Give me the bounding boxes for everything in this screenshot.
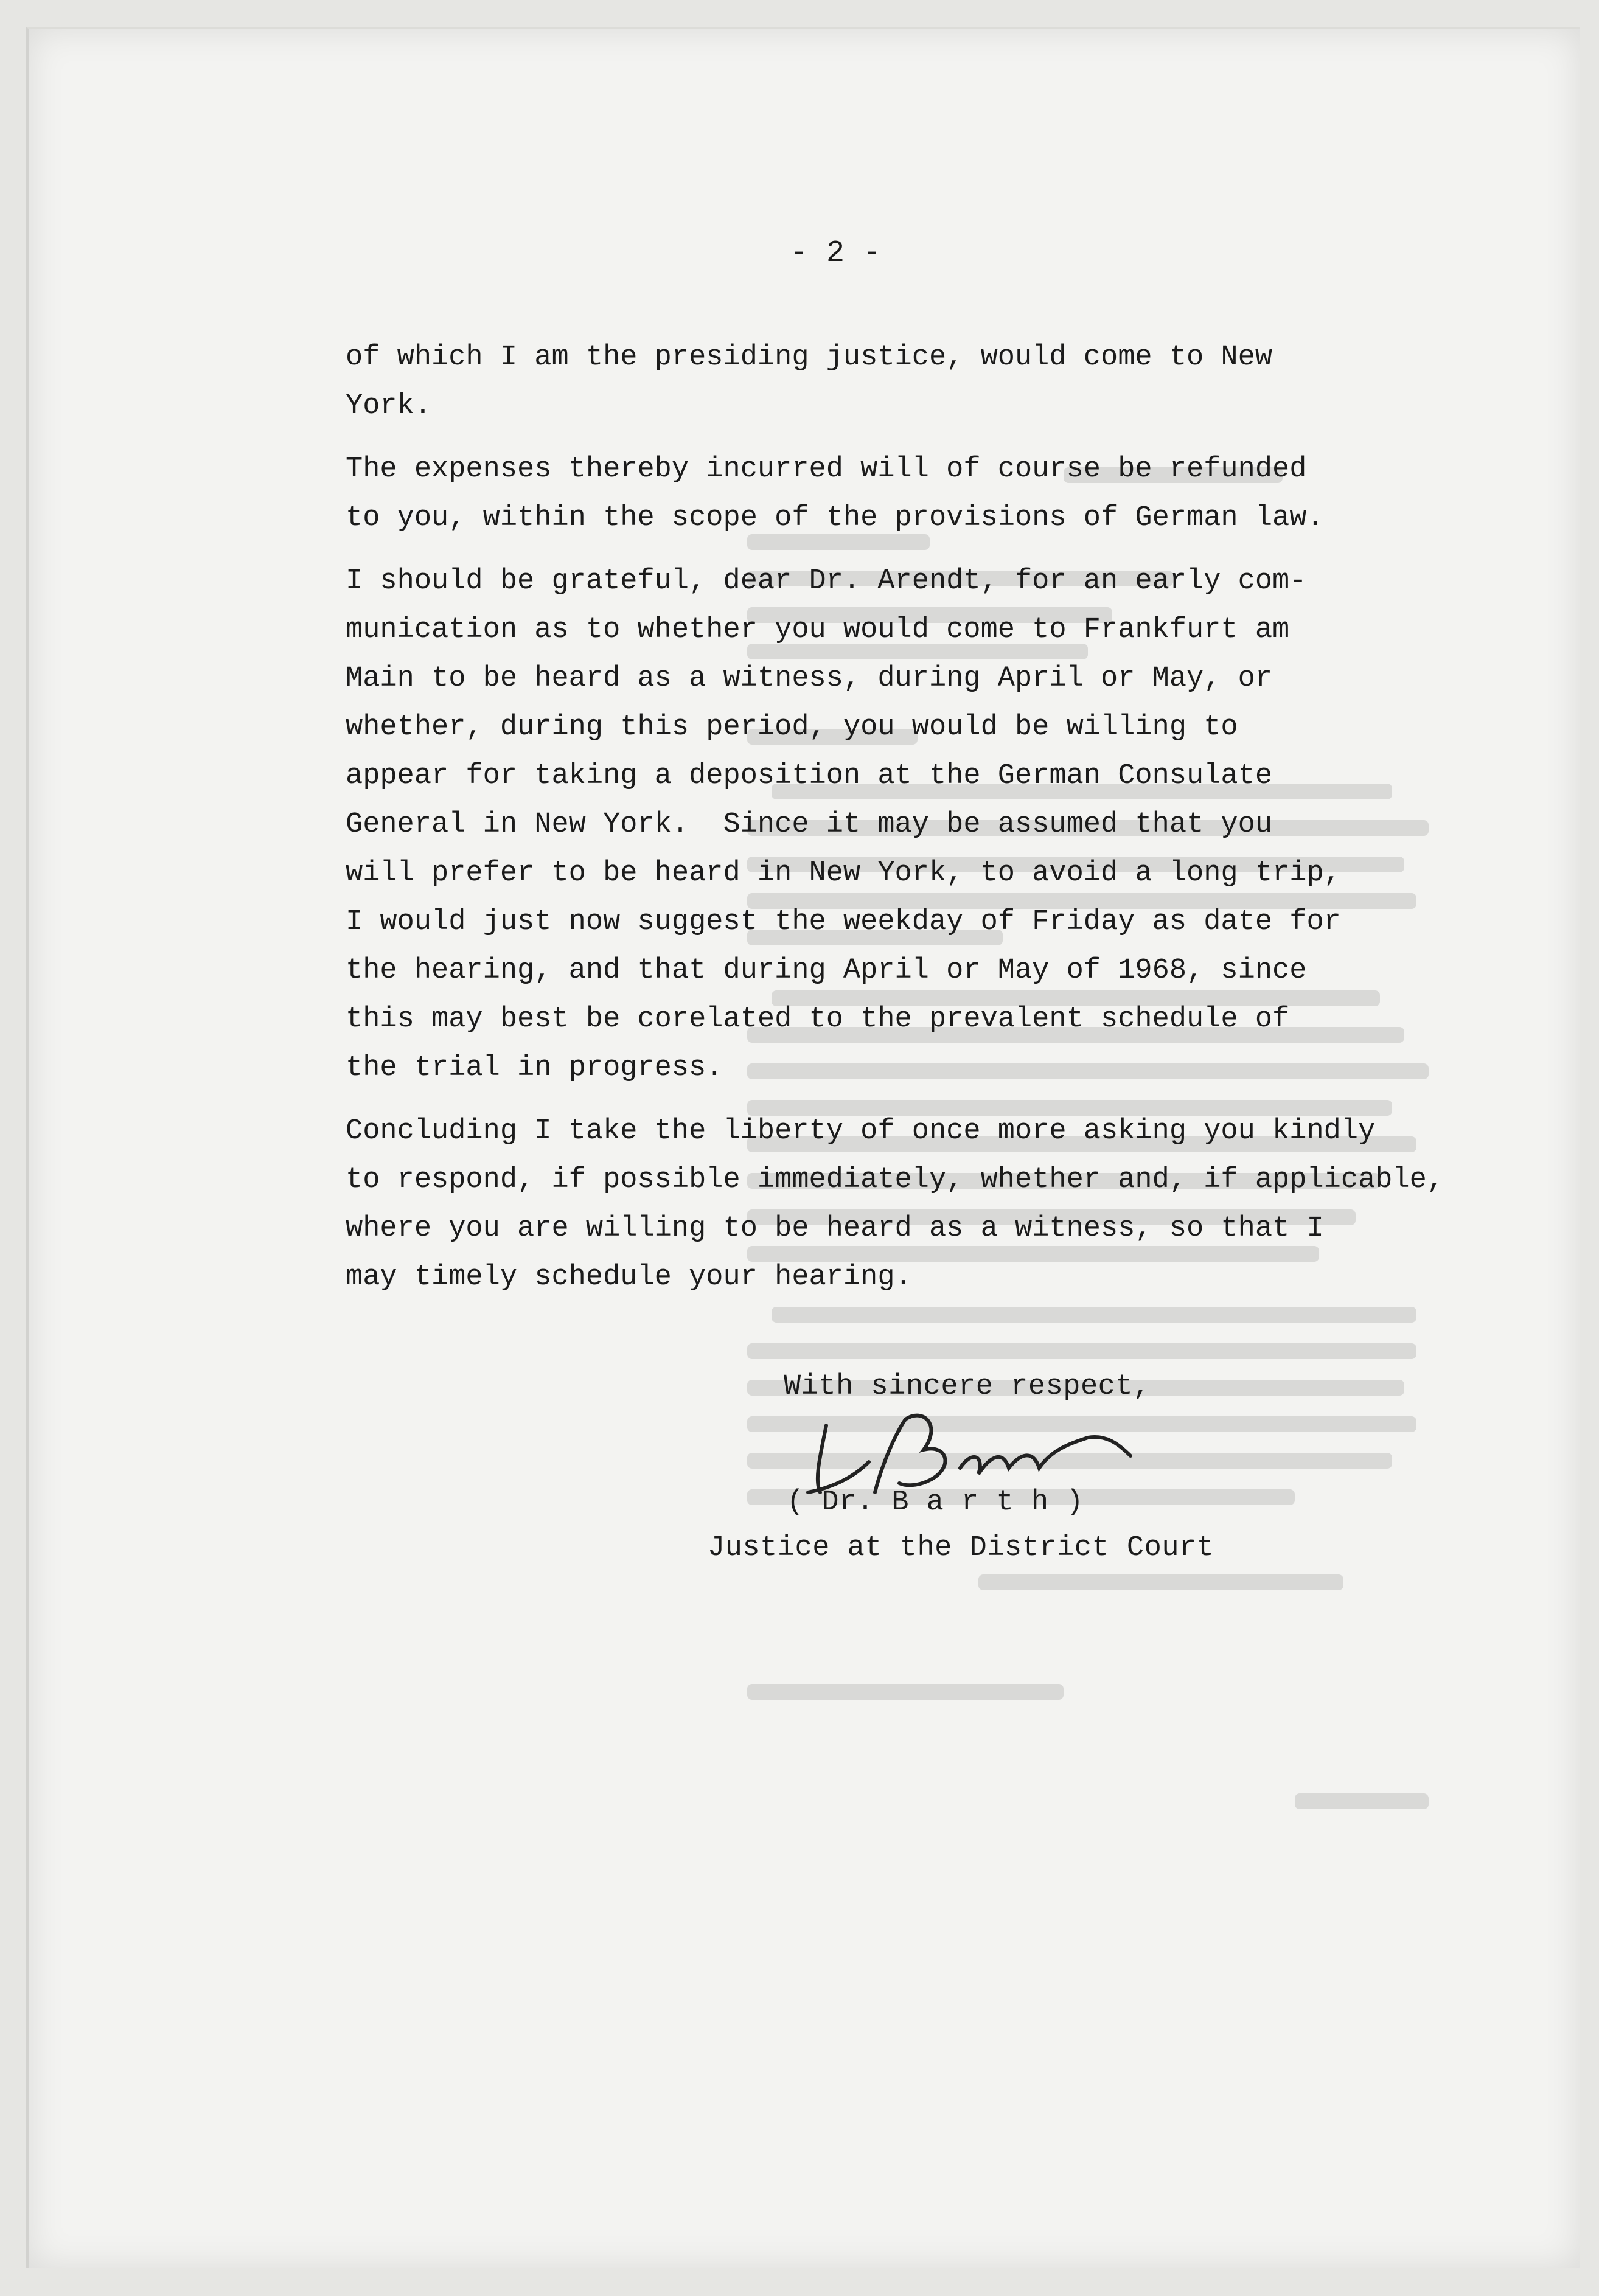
text-line: Main to be heard as a witness, during April or May, or: [346, 663, 1273, 695]
text-line: of which I am the presiding justice, would come to New: [346, 341, 1273, 374]
text-line: will prefer to be heard in New York, to avoid a long trip,: [346, 857, 1341, 889]
text-line: may timely schedule your hearing.: [346, 1261, 912, 1293]
text-line: this may best be corelated to the prevalent schedule of: [346, 1003, 1290, 1035]
text-line: I should be grateful, dear Dr. Arendt, for an early com-: [346, 565, 1307, 597]
paragraph-3: [346, 557, 1562, 1093]
letter-body: [346, 333, 1562, 1317]
text-line: whether, during this period, you would be willing to: [346, 711, 1238, 743]
text-line: munication as to whether you would come to Frankfurt am: [346, 614, 1290, 646]
page-number: - 2 -: [790, 236, 882, 271]
closing-salutation: With sincere respect,: [784, 1371, 1151, 1403]
text-line: where you are willing to be heard as a witness, so that I: [346, 1212, 1324, 1245]
text-line: to you, within the scope of the provisions of German law.: [346, 502, 1324, 534]
paragraph-2: [346, 445, 1562, 543]
text-line: General in New York. Since it may be assumed that you: [346, 809, 1273, 841]
text-line: the trial in progress.: [346, 1052, 723, 1084]
signatory-name: ( Dr. B a r t h ): [787, 1486, 1084, 1518]
paragraph-1: [346, 333, 1562, 431]
text-line: to respond, if possible immediately, whether and, if applicable,: [346, 1164, 1444, 1196]
text-line: the hearing, and that during April or May of 1968, since: [346, 955, 1307, 987]
text-line: York.: [346, 390, 432, 422]
text-line: The expenses thereby incurred will of course be refunded: [346, 453, 1307, 485]
signatory-title: Justice at the District Court: [708, 1532, 1214, 1564]
text-line: I would just now suggest the weekday of Friday as date for: [346, 906, 1341, 938]
document-page: [26, 27, 1580, 2268]
text-line: appear for taking a deposition at the German Consulate: [346, 760, 1273, 792]
text-line: Concluding I take the liberty of once more asking you kindly: [346, 1115, 1376, 1147]
paragraph-4: [346, 1107, 1562, 1302]
